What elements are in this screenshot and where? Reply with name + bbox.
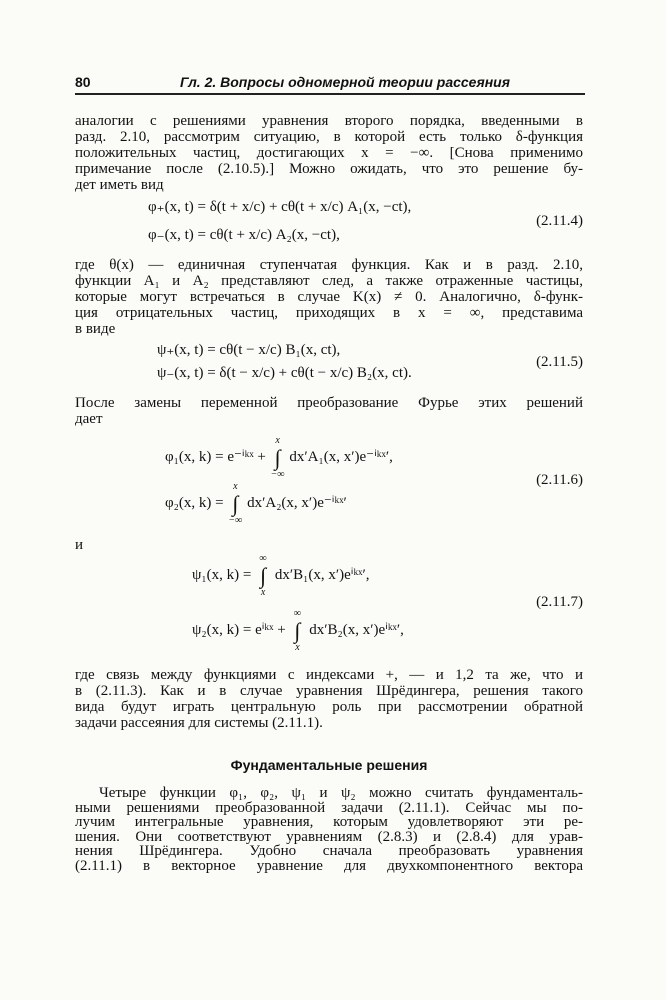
integral-lower-limit: x (260, 586, 266, 598)
equation-line (192, 552, 370, 598)
equation-lhs: ψ₂(x, k) = eⁱᵏˣ + (192, 622, 286, 638)
equation-number: (2.11.4) (536, 213, 583, 229)
header-rule (75, 93, 585, 95)
integral-upper-limit: ∞ (293, 607, 301, 619)
text-line: дет иметь вид (75, 177, 164, 193)
equation-line (192, 607, 404, 653)
text-line: дает (75, 411, 103, 427)
paragraph-3 (75, 395, 583, 427)
text-line: где связь между функциями с индексами +, — и 1,2 та же, что и (75, 667, 583, 683)
text-line: положительных частиц, достигающих x = −∞. [Снова применимо (75, 145, 583, 161)
equation-lhs: φ₂(x, k) = (165, 495, 224, 511)
running-title: Гл. 2. Вопросы одномерной теории рассеяния (180, 74, 510, 90)
equation-number: (2.11.5) (536, 354, 583, 370)
text-line: шения. Они соответствуют уравнениям (2.8.3) и (2.8.4) для урав- (75, 828, 583, 845)
section-heading: Фундаментальные решения (230, 757, 428, 773)
integral-upper-limit: ∞ (259, 552, 267, 564)
paragraph-2 (75, 257, 583, 337)
integral-sign: ∫ ∞ x (255, 564, 271, 588)
integral-upper-limit: x (275, 434, 280, 446)
text-line: аналогии с решениями уравнения второго порядка, введенными в (75, 113, 583, 129)
text-line: ными решениями преобразованной задачи (2.11.1). Сейчас мы по- (75, 799, 583, 816)
text-line: которые могут встречаться в случае K(x) ≠ 0. Аналогично, δ-функ- (75, 289, 583, 305)
text-line: (2.11.1) в векторное уравнение для двухкомпонентного вектора (75, 857, 583, 874)
text-line: функции A₁ и A₂ представляют след, а также отраженные частицы, (75, 273, 583, 289)
text-line: задачи рассеяния для системы (2.11.1). (75, 715, 323, 731)
text-line: ция отрицательных частиц, приходящих в x = ∞, представима (75, 305, 583, 321)
equation-line: ψ₋(x, t) = δ(t − x/c) + cθ(t − x/c) B₂(x, ct). (157, 365, 412, 381)
equation-lhs: ψ₁(x, k) = (192, 567, 252, 583)
integral-upper-limit: x (233, 480, 238, 492)
page-number: 80 (75, 74, 91, 90)
text-line: где θ(x) — единичная ступенчатая функция. Как и в разд. 2.10, (75, 257, 583, 273)
equation-line: ψ₊(x, t) = cθ(t − x/c) B₁(x, ct), (157, 342, 341, 358)
text-line: в (2.11.3). Как и в случае уравнения Шрёдингера, решения такого (75, 683, 583, 699)
integral-lower-limit: x (295, 641, 300, 653)
equation-number: (2.11.6) (536, 472, 583, 488)
text-line: вида будут играть центральную роль при рассмотрении обратной (75, 699, 583, 715)
text-line: Четыре функции φ₁, φ₂, ψ₁ и ψ₂ можно считать фундаменталь- (99, 785, 583, 801)
equation-rhs: dx′A₂(x, x′)e⁻ⁱᵏˣ′ (247, 495, 347, 511)
text-line: в виде (75, 321, 116, 337)
text-line: нения Шрёдингера. Удобно сначала преобразовать уравнения (75, 843, 583, 859)
integral-sign: ∫ ∞ x (289, 619, 305, 643)
equation-line (165, 480, 347, 526)
paragraph-5 (75, 786, 583, 873)
equation-line (165, 434, 393, 480)
equation-rhs: dx′B₁(x, x′)eⁱᵏˣ′, (274, 567, 370, 583)
conjunction: и (75, 537, 84, 553)
integral-lower-limit: −∞ (228, 514, 243, 526)
equation-lhs: φ₁(x, k) = e⁻ⁱᵏˣ + (165, 449, 266, 465)
paragraph-4 (75, 667, 583, 731)
equation-number: (2.11.7) (536, 594, 583, 610)
text-line: лучим интегральные уравнения, которым удовлетворяют эти ре- (75, 814, 583, 830)
equation-line: φ₋(x, t) = cθ(t + x/c) A₂(x, −ct), (148, 227, 340, 243)
text-line: разд. 2.10, рассмотрим ситуацию, в которой есть только δ-функция (75, 129, 583, 145)
paragraph-1 (75, 113, 583, 193)
integral-sign: ∫ x −∞ (228, 480, 243, 526)
equation-rhs: dx′B₂(x, x′)eⁱᵏˣ′, (309, 622, 404, 638)
equation-line: φ₊(x, t) = δ(t + x/c) + cθ(t + x/c) A₁(x, −ct), (148, 199, 412, 215)
equation-rhs: dx′A₁(x, x′)e⁻ⁱᵏˣ′, (289, 449, 393, 465)
integral-sign: ∫ x −∞ (270, 434, 285, 480)
integral-lower-limit: −∞ (270, 468, 285, 480)
text-line: После замены переменной преобразование Фурье этих решений (75, 395, 583, 411)
text-line: примечание после (2.10.5).] Можно ожидать, что это решение бу- (75, 161, 583, 177)
